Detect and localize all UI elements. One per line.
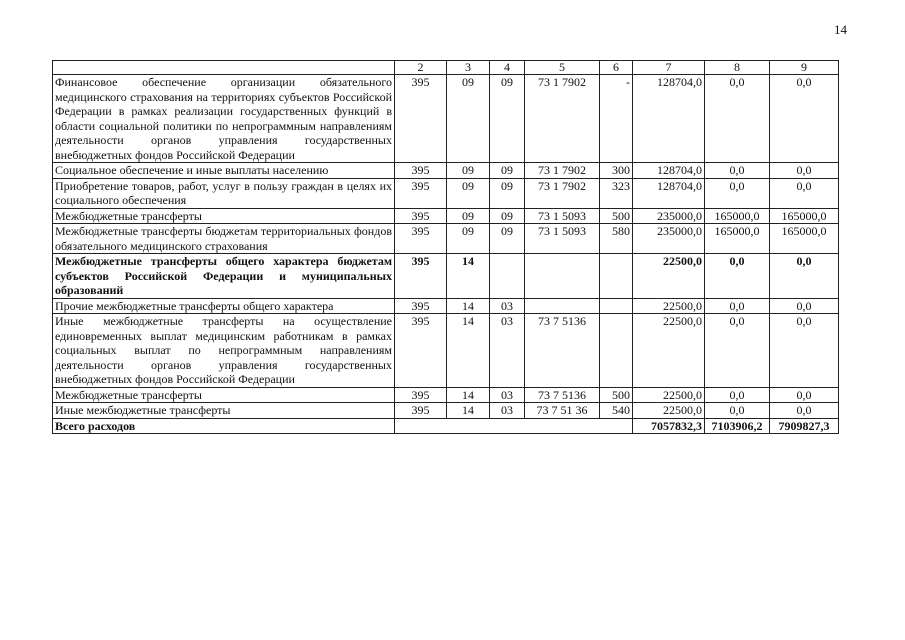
- division-code-cell: 09: [447, 178, 490, 208]
- header-cell-7: 8: [705, 61, 770, 75]
- division-code-cell: 09: [447, 75, 490, 163]
- amount-col8-cell: 0,0: [705, 75, 770, 163]
- subdivision-code-cell: 03: [490, 387, 525, 403]
- amount-col7-cell: 128704,0: [633, 75, 705, 163]
- division-code-cell: 14: [447, 387, 490, 403]
- table-row: [53, 403, 839, 419]
- division-code-cell: 14: [447, 403, 490, 419]
- expense-type-cell: 300: [600, 163, 633, 179]
- subdivision-code-cell: 09: [490, 75, 525, 163]
- subdivision-code-cell: 09: [490, 208, 525, 224]
- section-code-cell: 395: [395, 254, 447, 299]
- expense-type-cell: -: [600, 75, 633, 163]
- row-name-cell: Межбюджетные трансферты: [53, 387, 395, 403]
- total-empty-cell: [395, 418, 633, 434]
- amount-col7-cell: 128704,0: [633, 163, 705, 179]
- expenditure-table: [52, 60, 839, 434]
- amount-col9-cell: 0,0: [770, 163, 839, 179]
- header-cell-8: 9: [770, 61, 839, 75]
- amount-col9-cell: 0,0: [770, 314, 839, 388]
- amount-col7-cell: 128704,0: [633, 178, 705, 208]
- header-cell-5: 6: [600, 61, 633, 75]
- row-name-cell: Межбюджетные трансферты: [53, 208, 395, 224]
- amount-col7-cell: 22500,0: [633, 403, 705, 419]
- amount-col7-cell: 22500,0: [633, 387, 705, 403]
- section-code-cell: 395: [395, 163, 447, 179]
- amount-col9-cell: 0,0: [770, 254, 839, 299]
- amount-col9-cell: 165000,0: [770, 224, 839, 254]
- table-row: [53, 254, 839, 299]
- total-col7: 7057832,3: [633, 418, 705, 434]
- table-row: [53, 314, 839, 388]
- division-code-cell: 09: [447, 224, 490, 254]
- amount-col7-cell: 22500,0: [633, 254, 705, 299]
- table-row: [53, 387, 839, 403]
- subdivision-code-cell: 09: [490, 163, 525, 179]
- division-code-cell: 14: [447, 254, 490, 299]
- subdivision-code-cell: 09: [490, 224, 525, 254]
- amount-col8-cell: 165000,0: [705, 208, 770, 224]
- header-cell-6: 7: [633, 61, 705, 75]
- division-code-cell: 09: [447, 208, 490, 224]
- division-code-cell: 14: [447, 314, 490, 388]
- expense-type-cell: 500: [600, 387, 633, 403]
- expense-type-cell: [600, 298, 633, 314]
- section-code-cell: 395: [395, 314, 447, 388]
- table-row: [53, 224, 839, 254]
- section-code-cell: 395: [395, 224, 447, 254]
- amount-col8-cell: 0,0: [705, 314, 770, 388]
- row-name-cell: Иные межбюджетные трансферты на осуществление единовременных выплат медицинским работникам в рамках социальных выплат по непрограммным направлениям деятельности органов управления государственных внебюджетных фондов Российской Федерации: [53, 314, 395, 388]
- section-code-cell: 395: [395, 75, 447, 163]
- amount-col8-cell: 0,0: [705, 163, 770, 179]
- header-row: [53, 61, 839, 75]
- total-col9: 7909827,3: [770, 418, 839, 434]
- row-name-cell: Социальное обеспечение и иные выплаты населению: [53, 163, 395, 179]
- expense-type-cell: 580: [600, 224, 633, 254]
- amount-col9-cell: 0,0: [770, 298, 839, 314]
- expense-type-cell: 323: [600, 178, 633, 208]
- section-code-cell: 395: [395, 208, 447, 224]
- table-row: [53, 163, 839, 179]
- header-cell-3: 4: [490, 61, 525, 75]
- header-cell-1: 2: [395, 61, 447, 75]
- target-article-cell: 73 7 5136: [525, 314, 600, 388]
- expense-type-cell: [600, 314, 633, 388]
- table-row: [53, 208, 839, 224]
- row-name-cell: Приобретение товаров, работ, услуг в пользу граждан в целях их социального обеспечения: [53, 178, 395, 208]
- header-cell-0: [53, 61, 395, 75]
- section-code-cell: 395: [395, 387, 447, 403]
- amount-col9-cell: 165000,0: [770, 208, 839, 224]
- division-code-cell: 09: [447, 163, 490, 179]
- row-name-cell: Прочие межбюджетные трансферты общего характера: [53, 298, 395, 314]
- section-code-cell: 395: [395, 403, 447, 419]
- total-row: [53, 418, 839, 434]
- subdivision-code-cell: 09: [490, 178, 525, 208]
- amount-col9-cell: 0,0: [770, 387, 839, 403]
- row-name-cell: Межбюджетные трансферты общего характера бюджетам субъектов Российской Федерации и муниципальных образований: [53, 254, 395, 299]
- target-article-cell: [525, 298, 600, 314]
- target-article-cell: 73 7 51 36: [525, 403, 600, 419]
- row-name-cell: Иные межбюджетные трансферты: [53, 403, 395, 419]
- subdivision-code-cell: 03: [490, 298, 525, 314]
- table-row: [53, 298, 839, 314]
- target-article-cell: [525, 254, 600, 299]
- amount-col8-cell: 0,0: [705, 298, 770, 314]
- header-cell-2: 3: [447, 61, 490, 75]
- target-article-cell: 73 1 5093: [525, 208, 600, 224]
- header-cell-4: 5: [525, 61, 600, 75]
- table-body: [53, 75, 839, 434]
- table-row: [53, 178, 839, 208]
- target-article-cell: 73 1 7902: [525, 178, 600, 208]
- expense-type-cell: [600, 254, 633, 299]
- target-article-cell: 73 1 7902: [525, 75, 600, 163]
- amount-col9-cell: 0,0: [770, 178, 839, 208]
- amount-col8-cell: 0,0: [705, 403, 770, 419]
- subdivision-code-cell: 03: [490, 403, 525, 419]
- expense-type-cell: 540: [600, 403, 633, 419]
- target-article-cell: 73 7 5136: [525, 387, 600, 403]
- target-article-cell: 73 1 7902: [525, 163, 600, 179]
- amount-col8-cell: 165000,0: [705, 224, 770, 254]
- section-code-cell: 395: [395, 178, 447, 208]
- total-label: Всего расходов: [53, 418, 395, 434]
- amount-col8-cell: 0,0: [705, 254, 770, 299]
- target-article-cell: 73 1 5093: [525, 224, 600, 254]
- amount-col7-cell: 22500,0: [633, 298, 705, 314]
- amount-col7-cell: 235000,0: [633, 224, 705, 254]
- amount-col8-cell: 0,0: [705, 178, 770, 208]
- amount-col7-cell: 22500,0: [633, 314, 705, 388]
- division-code-cell: 14: [447, 298, 490, 314]
- expense-type-cell: 500: [600, 208, 633, 224]
- amount-col7-cell: 235000,0: [633, 208, 705, 224]
- row-name-cell: Межбюджетные трансферты бюджетам территориальных фондов обязательного медицинского страхования: [53, 224, 395, 254]
- amount-col8-cell: 0,0: [705, 387, 770, 403]
- subdivision-code-cell: 03: [490, 314, 525, 388]
- total-col8: 7103906,2: [705, 418, 770, 434]
- amount-col9-cell: 0,0: [770, 75, 839, 163]
- page-number: 14: [834, 22, 847, 37]
- section-code-cell: 395: [395, 298, 447, 314]
- table-row: [53, 75, 839, 163]
- amount-col9-cell: 0,0: [770, 403, 839, 419]
- row-name-cell: Финансовое обеспечение организации обязательного медицинского страхования на территориях субъектов Российской Федерации в рамках реализации государственных функций в области социальной политики по непрограммным направлениям деятельности органов управления государственных внебюджетных фондов Российской Федерации: [53, 75, 395, 163]
- subdivision-code-cell: [490, 254, 525, 299]
